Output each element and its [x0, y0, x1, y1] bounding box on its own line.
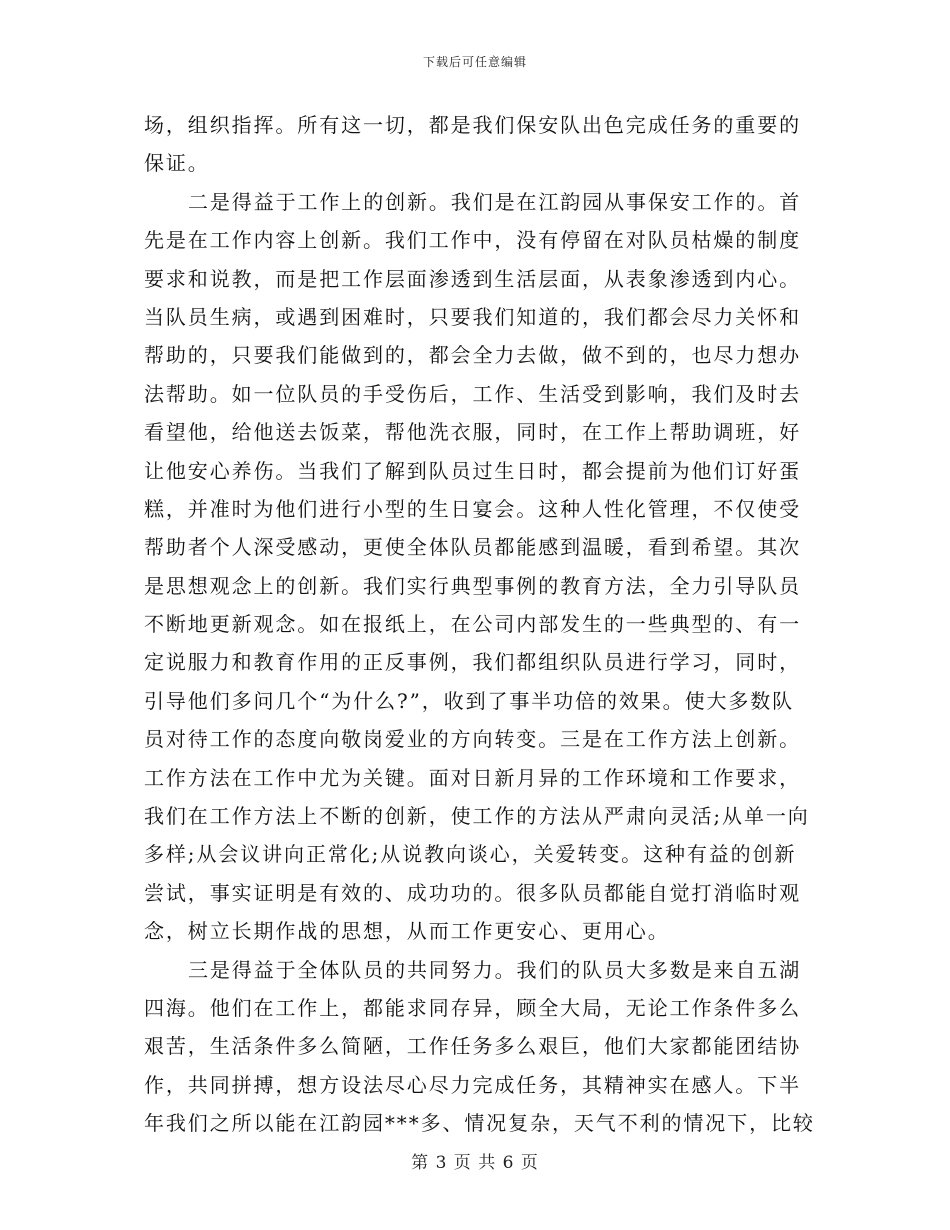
text-line: 多样;从会议讲向正常化;从说教向谈心，关爱转变。这种有益的创新	[144, 842, 797, 867]
text-line: 要求和说教，而是把工作层面渗透到生活层面，从表象渗透到内心。	[144, 266, 801, 291]
text-line: 我们在工作方法上不断的创新，使工作的方法从严肃向灵活;从单一向	[144, 804, 810, 829]
text-line: 工作方法在工作中尤为关键。面对日新月异的工作环境和工作要求，	[144, 765, 801, 790]
text-line: 是思想观念上的创新。我们实行典型事例的教育方法，全力引导队员	[144, 573, 801, 598]
text-line: 四海。他们在工作上，都能求同存异，顾全大局，无论工作条件多么	[144, 995, 801, 1020]
text-line: 糕，并准时为他们进行小型的生日宴会。这种人性化管理，不仅使受	[144, 496, 801, 521]
text-line: 帮助的，只要我们能做到的，都会全力去做，做不到的，也尽力想办	[144, 343, 801, 368]
page-number: 第 3 页 共 6 页	[411, 1153, 539, 1173]
paragraph-3	[144, 951, 824, 1143]
text-line: 保证。	[144, 151, 210, 176]
text-line: 年我们之所以能在江韵园***多、情况复杂，天气不利的情况下，比较	[144, 1111, 815, 1136]
text-line: 先是在工作内容上创新。我们工作中，没有停留在对队员枯燥的制度	[144, 228, 801, 253]
page-header: 下载后可任意编辑	[422, 55, 527, 69]
text-line: 作，共同拼搏，想方设法尽心尽力完成任务，其精神实在感人。下半	[144, 1072, 801, 1097]
text-line: 员对待工作的态度向敬岗爱业的方向转变。三是在工作方法上创新。	[144, 727, 801, 752]
text-line: 让他安心养伤。当我们了解到队员过生日时，都会提前为他们订好蛋	[144, 458, 801, 483]
text-line: 二是得益于工作上的创新。我们是在江韵园从事保安工作的。首	[188, 189, 802, 214]
text-line: 念，树立长期作战的思想，从而工作更安心、更用心。	[144, 919, 670, 944]
text-line: 看望他，给他送去饭菜，帮他洗衣服，同时，在工作上帮助调班，好	[144, 420, 801, 445]
text-line: 艰苦，生活条件多么简陋，工作任务多么艰巨，他们大家都能团结协	[144, 1034, 801, 1059]
text-line: 引导他们多问几个“为什么?”，收到了事半功倍的效果。使大多数队	[144, 688, 795, 713]
text-line: 三是得益于全体队员的共同努力。我们的队员大多数是来自五湖	[188, 957, 802, 982]
text-line: 帮助者个人深受感动，更使全体队员都能感到温暖，看到希望。其次	[144, 535, 801, 560]
text-line: 尝试，事实证明是有效的、成功功的。很多队员都能自觉打消临时观	[144, 880, 801, 905]
document-body	[144, 106, 824, 1143]
text-line: 法帮助。如一位队员的手受伤后，工作、生活受到影响，我们及时去	[144, 381, 801, 406]
text-line: 场，组织指挥。所有这一切，都是我们保安队出色完成任务的重要的	[144, 113, 801, 137]
text-line: 当队员生病，或遇到困难时，只要我们知道的，我们都会尽力关怀和	[144, 304, 801, 329]
paragraph-1	[144, 106, 824, 183]
text-line: 定说服力和教育作用的正反事例，我们都组织队员进行学习，同时，	[144, 650, 801, 675]
text-line: 不断地更新观念。如在报纸上，在公司内部发生的一些典型的、有一	[144, 612, 801, 637]
paragraph-2	[144, 183, 824, 951]
